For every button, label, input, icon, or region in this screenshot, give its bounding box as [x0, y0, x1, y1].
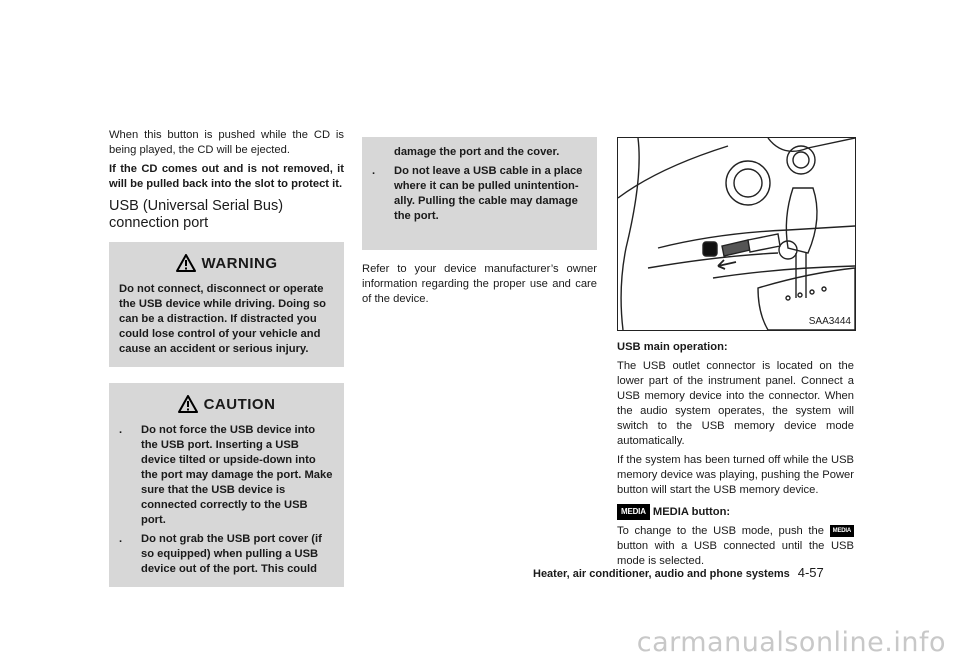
list-item: damage the port and the cover.: [394, 146, 560, 158]
section-heading-usb: USB (Universal Serial Bus) connection port: [109, 198, 284, 231]
media-icon: MEDIA: [830, 525, 854, 537]
caution-title: CAUTION: [119, 383, 334, 423]
warning-box: [109, 242, 344, 367]
subheading-media-button: MEDIA MEDIA button:: [617, 504, 854, 520]
paragraph-usb-outlet: The USB outlet connector is located on the lower part of the instrument panel. Connect a USB memory device into the connector. When the audio system operates, the system will switch to the USB memory device mode automatically.: [617, 360, 854, 447]
caution-triangle-icon: [178, 395, 198, 413]
paragraph-cd-protect: If the CD comes out and is not removed, it will be pulled back into the slot to protect it.: [109, 163, 344, 190]
usb-port-illustration: [617, 137, 856, 331]
column-right: [617, 340, 854, 573]
page-number: 4-57: [797, 565, 824, 580]
watermark: carmanualsonline.info: [636, 627, 946, 658]
media-icon: MEDIA: [617, 504, 650, 520]
caution-box: [109, 383, 344, 587]
paragraph-manufacturer-info: Refer to your device manufacturer’s owner information regarding the proper use and care of the device.: [362, 263, 597, 305]
column-middle: [362, 137, 597, 311]
paragraph-media-mode: To change to the USB mode, push the MEDIA button with a USB connected until the USB mode is selected.: [617, 525, 854, 567]
caution-box-continued: [362, 137, 597, 250]
footer-section-title: Heater, air conditioner, audio and phone systems: [533, 568, 790, 580]
paragraph-cd-eject: When this button is pushed while the CD is being played, the CD will be ejected.: [109, 129, 344, 156]
figure-id-label: SAA3444: [808, 316, 851, 327]
warning-body: Do not connect, disconnect or operate the USB device while driving. Doing so can be a distraction. If distracted you could lose control of your vehicle and cause an accident or serious injury.: [119, 283, 327, 355]
warning-triangle-icon: [176, 254, 196, 272]
list-item: . Do not force the USB device into the USB port. Inserting a USB device tilted or upside-down into the port may damage the port. Make sure that the USB device is connected correctly to the USB port.: [119, 424, 333, 526]
list-item: . Do not grab the USB port cover (if so equipped) when pulling a USB device out of the port. This could: [119, 533, 322, 575]
caution-body: [119, 423, 334, 577]
column-left: [109, 128, 344, 587]
warning-title: WARNING: [119, 242, 334, 282]
subheading-usb-main-operation: USB main operation:: [617, 341, 728, 353]
list-item: . Do not leave a USB cable in a place where it can be pulled unintention-ally. Pulling the cable may damage the port.: [372, 165, 583, 222]
paragraph-power-button: If the system has been turned off while the USB memory device was playing, pushing the Power button will start the USB memory device.: [617, 454, 854, 496]
page-footer: [533, 565, 824, 580]
dashboard-usb-drawing: [618, 138, 855, 330]
